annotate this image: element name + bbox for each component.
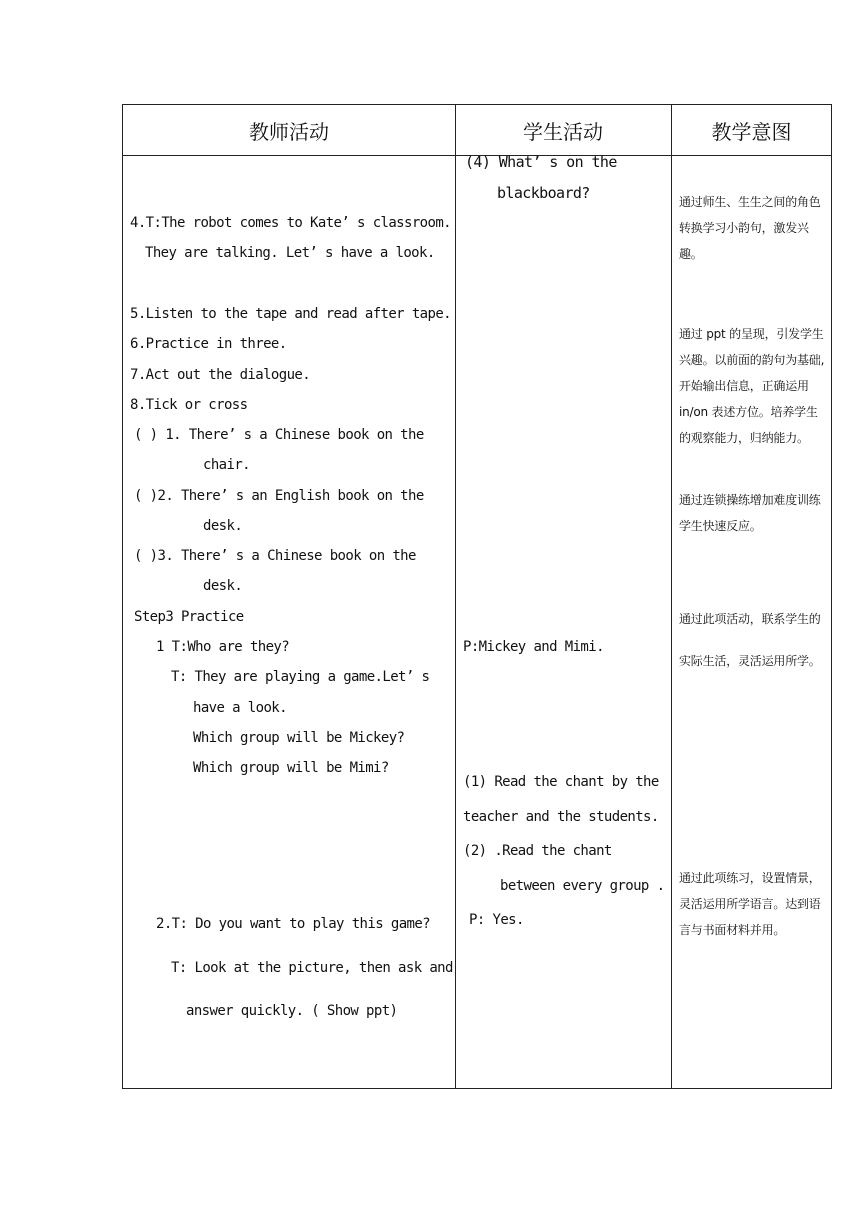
student-line: teacher and the students.	[463, 809, 659, 825]
column-divider	[455, 105, 456, 1088]
teacher-line: ( ) 1. There’ s a Chinese book on the	[134, 427, 424, 443]
teacher-line: Step3 Practice	[134, 609, 244, 625]
student-line: (4) What’ s on the	[465, 153, 617, 171]
teacher-line: 6.Practice in three.	[130, 336, 287, 352]
intent-paragraph: 通过此项活动，联系学生的实际生活，灵活运用所学。	[679, 612, 821, 668]
header-student-activity: 学生活动	[523, 119, 603, 144]
teacher-line: desk.	[203, 518, 243, 534]
student-line: P:Mickey and Mimi.	[463, 639, 604, 655]
student-line: (1) Read the chant by the	[463, 774, 659, 790]
teacher-line: Which group will be Mickey?	[193, 730, 405, 746]
intent-paragraph: 通过连锁操练增加难度训练学生快速反应。	[679, 493, 821, 533]
student-line: P: Yes.	[469, 912, 524, 928]
teacher-line: answer quickly. ( Show ppt)	[186, 1003, 398, 1019]
teacher-line: 5.Listen to the tape and read after tape.	[130, 306, 451, 322]
teacher-line: chair.	[203, 457, 250, 473]
student-line: (2) .Read the chant	[463, 843, 612, 859]
teacher-line: 1 T:Who are they?	[156, 639, 290, 655]
teacher-line: 8.Tick or cross	[130, 397, 248, 413]
column-divider	[671, 105, 672, 1088]
teacher-line: Which group will be Mimi?	[193, 760, 389, 776]
intent-paragraph: 通过师生、生生之间的角色转换学习小韵句，激发兴趣。	[679, 195, 821, 261]
lesson-plan-table	[122, 104, 832, 1089]
teacher-line: ( )3. There’ s a Chinese book on the	[134, 548, 416, 564]
header-teacher-activity: 教师活动	[249, 119, 329, 144]
teacher-line: have a look.	[193, 700, 287, 716]
intent-paragraph: 通过 ppt 的呈现，引发学生兴趣。以前面的韵句为基础,开始输出信息，正确运用 in/on 表述方位。培养学生的观察能力，归纳能力。	[679, 327, 825, 445]
teacher-line: They are talking. Let’ s have a look.	[145, 245, 435, 261]
header-teaching-intent: 教学意图	[711, 119, 792, 144]
student-line: blackboard?	[497, 184, 590, 202]
teacher-line: ( )2. There’ s an English book on the	[134, 488, 424, 504]
teacher-line: desk.	[203, 578, 243, 594]
teacher-line: T: They are playing a game.Let’ s	[171, 669, 430, 685]
intent-paragraph: 通过此项练习，设置情景，灵活运用所学语言。达到语言与书面材料并用。	[679, 871, 821, 937]
teacher-line: 7.Act out the dialogue.	[130, 367, 311, 383]
teacher-line: 4.T:The robot comes to Kate’ s classroom.	[130, 215, 451, 231]
student-line: between every group .	[500, 878, 665, 894]
teacher-line: T: Look at the picture, then ask and	[171, 960, 453, 976]
teacher-line: 2.T: Do you want to play this game?	[156, 916, 431, 932]
